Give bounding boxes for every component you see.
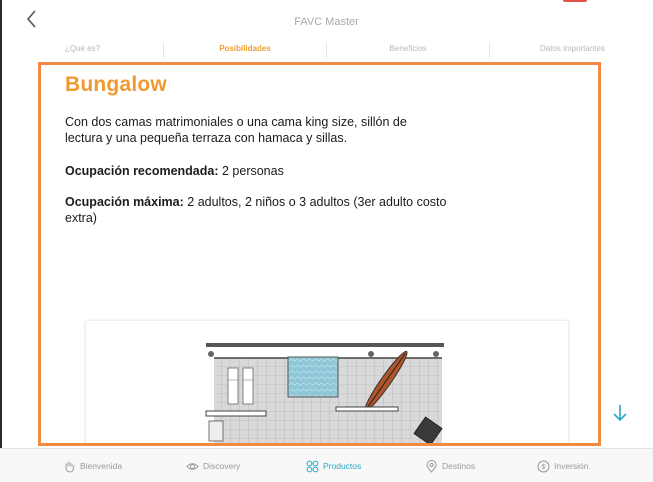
page-title: FAVC Master [294,16,359,28]
content-card [38,62,601,446]
nav-destinos[interactable] [425,458,475,474]
floor-plan-image [86,321,568,446]
tab-posibilidades[interactable]: Posibilidades [219,44,271,53]
tab-que-es[interactable]: ¿Qué es? [64,44,101,53]
maximum-occupancy-value: 2 adultos, 2 niños o 3 adultos (3er adulto costo extra) [65,195,447,225]
nav-discovery[interactable] [186,458,240,474]
notification-badge[interactable] [563,0,587,2]
nav-label: Destinos [442,461,476,471]
pin-icon [425,460,438,473]
maximum-occupancy-label: Ocupación máxima: [65,195,184,209]
window-edge [0,0,2,481]
nav-inversion[interactable] [537,458,589,474]
recommended-occupancy [65,163,455,179]
maximum-occupancy [65,194,455,226]
nav-label: Inversión [554,461,589,471]
tab-divider [163,42,164,58]
bottom-navigation [0,448,653,482]
dollar-coin-icon [537,460,550,473]
room-heading: Bungalow [65,73,167,96]
grid-icon [306,460,319,473]
recommended-occupancy-label: Ocupación recomendada: [65,164,219,178]
nav-label: Productos [323,461,362,471]
tab-divider [489,42,490,58]
hand-icon [63,460,76,473]
nav-bienvenida[interactable] [63,458,122,474]
svg-text:$: $ [541,461,546,471]
tab-datos-importantes[interactable]: Datos importantes [540,44,605,53]
room-description: Con dos camas matrimoniales o una cama king size, sillón de lectura y una pequeña terraza con hamaca y sillas. [65,115,407,145]
tab-beneficios[interactable]: Beneficios [389,44,427,53]
arrow-down-icon [611,403,629,423]
nav-label: Discovery [203,461,241,471]
eye-icon [186,460,199,473]
nav-label: Bienvenida [80,461,123,471]
floor-plan-drawing [86,321,568,446]
tab-divider [326,42,327,58]
section-tabs [0,41,653,59]
recommended-occupancy-value: 2 personas [218,164,284,178]
nav-productos[interactable] [306,458,361,474]
scroll-down-button[interactable] [611,403,629,423]
